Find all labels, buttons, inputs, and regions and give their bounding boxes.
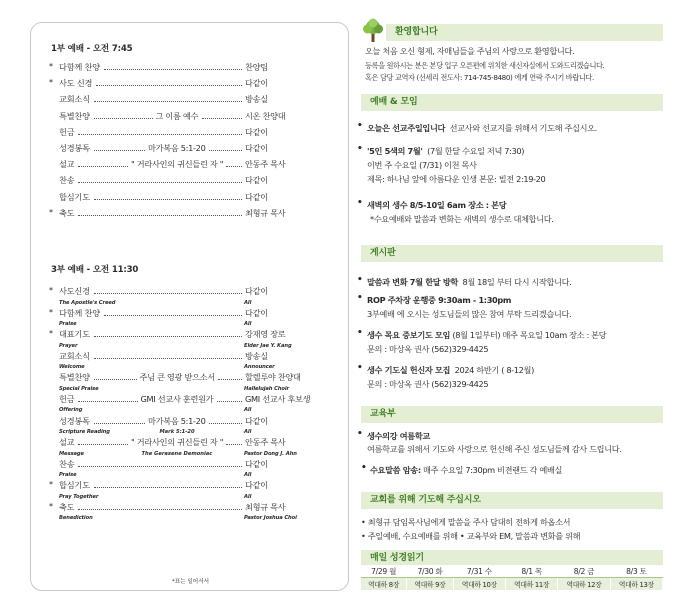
- program-item-name: 성경봉독: [59, 415, 90, 426]
- board-item3: [367, 329, 606, 341]
- program-row: [49, 458, 325, 480]
- program-item-title: " 거라사인의 귀신들린 자 ": [131, 159, 224, 170]
- reading-chapter: 역대하 10장: [453, 578, 505, 591]
- program-item-leader-en: Announcer: [244, 364, 275, 371]
- board-item4: [367, 364, 534, 376]
- leader-dots: [78, 134, 242, 135]
- bullet: •: [357, 328, 363, 338]
- program-item-leader-en: All: [244, 407, 252, 414]
- board-item2-line2: 3부예배 에 오시는 성도님들의 많은 참여 부탁 드리겠습니다.: [367, 309, 572, 319]
- reading-chapter: 역대하 8장: [361, 578, 407, 591]
- standing-mark: *: [49, 207, 53, 217]
- worship-item2-line2: 이번 주 수요일 (7/31) 이천 목사: [367, 160, 477, 170]
- program-item-title: GMI 선교사 훈련원가: [140, 393, 214, 404]
- reading-day: 8/1 목: [506, 565, 558, 578]
- program-item-name: 다함께 찬양: [59, 307, 100, 318]
- leader-dots: [96, 85, 242, 86]
- leader-dots: [78, 466, 242, 467]
- program-item-title: 주님 큰 영광 받으소서: [139, 372, 215, 383]
- leader-dots: [78, 444, 128, 445]
- program-item-name: 헌금: [59, 126, 75, 137]
- reading-day: 8/3 토: [610, 565, 662, 578]
- program-item-title: 그 이름 예수: [155, 110, 199, 121]
- reading-day: 7/30 화: [407, 565, 453, 578]
- standing-mark: *: [49, 329, 53, 339]
- leader-dots: [94, 379, 137, 380]
- board-item4-line2: 문의 : 마상옥 권사 (562)329-4425: [367, 379, 489, 389]
- program-item-leader: 다같이: [245, 175, 268, 186]
- program-item-leader-en: Pastor Dong J. Ahn: [244, 450, 297, 457]
- leader-dots: [94, 118, 153, 119]
- program-row: [49, 110, 325, 126]
- program-item-name-en: The Apostle's Creed: [59, 299, 116, 306]
- leader-dots: [78, 401, 138, 402]
- program-item-name-en: Message: [59, 450, 84, 457]
- program-item-name: 교회소식: [59, 94, 90, 105]
- board-item3-title: 생수 목요 중보기도 모임: [367, 330, 451, 340]
- standing-mark: *: [49, 78, 53, 88]
- reading-day: 8/2 금: [558, 565, 610, 578]
- program-item-leader: 다같이: [245, 78, 268, 89]
- program-item-name: 특별찬양: [59, 372, 90, 383]
- board-item1-title: 말씀과 변화 7월 한달 방학: [367, 277, 458, 287]
- program-item-leader: 다같이: [245, 126, 268, 137]
- program-row: [49, 436, 325, 458]
- program-item-name-en: Special Praise: [59, 385, 99, 392]
- bullet: •: [357, 429, 363, 439]
- leader-dots: [94, 101, 242, 102]
- leader-dots: [209, 423, 242, 424]
- standing-mark: *: [49, 501, 53, 511]
- program-item-name: 사도신경: [59, 286, 90, 296]
- program-item-leader: 할렐루야 찬양대: [245, 372, 301, 383]
- program-item-name: 축도: [59, 501, 75, 512]
- program-row: [49, 142, 325, 158]
- program-row: [49, 77, 325, 93]
- board-item1-text: 8월 18일 부터 다시 시작합니다.: [462, 277, 572, 287]
- program-row: [49, 415, 325, 437]
- program-item-leader: 안동주 목사: [245, 437, 286, 448]
- program-item-leader: 방송실: [245, 350, 268, 361]
- reading-day: 7/29 월: [361, 565, 407, 578]
- program-item-leader-en: All: [244, 472, 252, 479]
- leader-dots: [104, 69, 242, 70]
- worship-item3-title: 새벽의 생수 8/5-10일 6am 장소 : 본당: [367, 200, 507, 210]
- education-item1-title: 생수의강 여름학교: [367, 431, 430, 441]
- leader-dots: [94, 293, 242, 294]
- welcome-header: 환영합니다: [386, 24, 663, 41]
- program-row: [49, 350, 325, 372]
- worship-item3: [367, 199, 506, 211]
- program-item-title: 마가복음 5:1-20: [148, 142, 206, 153]
- program-item-leader-en: Hallelujah Choir: [244, 385, 289, 392]
- leader-dots: [94, 199, 242, 200]
- worship-item1-title: 오늘은 선교주일입니다: [367, 123, 446, 133]
- leader-dots: [209, 150, 242, 151]
- program-item-leader-en: All: [244, 299, 252, 306]
- board-item1: [367, 276, 571, 288]
- education-item2-text: 매주 수요일 7:30pm 비젼랜드 각 예배실: [423, 465, 563, 475]
- program-row: [49, 174, 325, 190]
- program-row: [49, 393, 325, 415]
- program-item-leader: 다같이: [245, 286, 268, 296]
- program-item-name-en: Praise: [59, 472, 77, 479]
- program-row: [49, 158, 325, 174]
- program-item-name: 찬송: [59, 458, 75, 469]
- board-item3-line2: 문의 : 마상옥 권사 (562)329-4425: [367, 344, 489, 354]
- leader-dots: [226, 166, 242, 167]
- program-item-leader: 다같이: [245, 191, 268, 202]
- program-item-leader: 강재영 장로: [245, 329, 286, 340]
- leader-dots: [218, 379, 243, 380]
- reading-day: 7/31 수: [453, 565, 505, 578]
- readings-table: [361, 565, 663, 590]
- program-row: [49, 93, 325, 109]
- bullet: •: [357, 121, 363, 131]
- program-item-name-en: Scripture Reading: [59, 429, 110, 436]
- welcome-line1: 오늘 처음 오신 형제, 자매님들을 주님의 사랑으로 환영합니다.: [365, 46, 575, 56]
- bullet: •: [357, 198, 363, 208]
- program-item-name: 찬송: [59, 175, 75, 186]
- prayer-header: 교회를 위해 기도해 주십시오: [361, 492, 663, 509]
- board-item4-text: 2024 하반기 ( 8-12월): [454, 365, 534, 375]
- board-header: 게시판: [361, 245, 663, 262]
- worship-item1-text: 선교사와 선교지를 위해서 기도해 주십시오.: [449, 123, 597, 133]
- program-item-title-en: Mark 5:1-20: [159, 429, 195, 436]
- program-item-name: 특별찬양: [59, 110, 90, 121]
- program-item-leader: 방송실: [245, 94, 268, 105]
- bullet: •: [357, 293, 363, 303]
- program-row: [49, 207, 325, 223]
- board-item2-title: ROP 주차장 운행중 9:30am - 1:30pm: [367, 295, 512, 305]
- program-item-name: 다함께 찬양: [59, 62, 100, 72]
- welcome-line3: 혹은 담당 교역자 (선세리 전도사: 714-745-8480) 에게 연락 주시기 바랍니다.: [365, 73, 594, 82]
- program-item-leader-en: Pastor Joshua Choi: [244, 515, 297, 522]
- program-item-leader: 시온 찬양대: [245, 110, 286, 121]
- program-item-name: 설교: [59, 159, 75, 170]
- program-item-leader-en: All: [244, 493, 252, 500]
- tree-icon: [361, 18, 385, 44]
- service1-list: [49, 61, 325, 223]
- program-row: [49, 191, 325, 207]
- education-item2: [370, 464, 562, 476]
- program-item-name: 합심기도: [59, 480, 90, 491]
- program-item-name: 합심기도: [59, 191, 90, 202]
- bullet: •: [357, 363, 363, 373]
- program-row: [49, 126, 325, 142]
- worship-item2-line3: 제목: 하나님 앞에 아름다운 인생 본문: 빌전 2:19-20: [367, 174, 546, 184]
- order-of-worship-card: [30, 22, 349, 591]
- leader-dots: [226, 444, 242, 445]
- program-item-leader: GMI 선교사 후보생: [245, 393, 311, 404]
- program-item-leader-en: Elder Jae Y. Kang: [244, 342, 292, 349]
- leader-dots: [94, 336, 242, 337]
- program-item-leader-en: All: [244, 429, 252, 436]
- worship-header: 예배 & 모임: [361, 94, 663, 111]
- leader-dots: [104, 315, 242, 316]
- readings-days-row: [361, 565, 663, 578]
- program-item-name: 성경봉독: [59, 142, 90, 153]
- program-row: [49, 371, 325, 393]
- worship-item3-line2: *수요예배와 말씀과 변화는 새벽의 생수로 대체합니다.: [370, 214, 554, 224]
- program-item-name-en: Praise: [59, 321, 77, 328]
- education-item1-line2: 여름학교를 위해서 기도와 사랑으로 헌신해 주신 성도님들께 감사 드립니다.: [367, 444, 622, 454]
- welcome-line2: 등록을 원하시는 분은 본당 입구 오른편에 위치한 새신자실에서 도와드리겠습니다.: [365, 61, 605, 70]
- footnote: *표는 일어서서: [172, 579, 209, 585]
- program-item-leader: 안동주 목사: [245, 159, 286, 170]
- prayer-line1: • 최형규 담임목사님에게 말씀을 주사 담대히 전하게 하옵소서: [361, 517, 571, 527]
- program-item-title: " 거라사인의 귀신들린 자 ": [131, 437, 224, 448]
- leader-dots: [202, 118, 243, 119]
- worship-item1: [367, 122, 597, 134]
- leader-dots: [94, 358, 242, 359]
- bullet: •: [361, 463, 367, 473]
- standing-mark: *: [49, 307, 53, 317]
- program-item-name: 대표기도: [59, 329, 90, 340]
- education-item2-title: 수요말씀 암송:: [370, 465, 421, 475]
- program-item-title-en: The Gerasene Demoniac: [141, 450, 213, 457]
- standing-mark: *: [49, 286, 53, 295]
- program-item-leader: 최형규 목사: [245, 207, 286, 218]
- standing-mark: *: [49, 480, 53, 490]
- reading-chapter: 역대하 12장: [558, 578, 610, 591]
- leader-dots: [78, 166, 128, 167]
- worship-item2-text: (7월 한달 수요일 저녁 7:30): [427, 146, 525, 156]
- board-item3-text: (8월 1일부터) 매주 목요일 10am 장소 : 본당: [452, 330, 607, 340]
- leader-dots: [78, 509, 242, 510]
- program-item-name-en: Prayer: [59, 342, 78, 349]
- worship-item2: [367, 145, 524, 157]
- program-item-leader: 찬양팀: [245, 62, 268, 72]
- standing-mark: *: [49, 62, 53, 71]
- readings-header: 매일 성경읽기: [361, 550, 663, 567]
- leader-dots: [78, 215, 242, 216]
- worship-item2-title: '5인 5색의 7월': [367, 146, 423, 156]
- program-item-leader-en: All: [244, 321, 252, 328]
- program-item-name: 설교: [59, 437, 75, 448]
- program-item-name-en: Offering: [59, 407, 83, 414]
- bullet: •: [357, 275, 363, 285]
- readings-chapters-row: [361, 578, 663, 591]
- service1-title: 1부 예배 - 오전 7:45: [51, 44, 133, 54]
- reading-chapter: 역대하 9장: [407, 578, 453, 591]
- leader-dots: [217, 401, 243, 402]
- program-item-name-en: Pray Together: [59, 493, 99, 500]
- program-item-leader: 다같이: [245, 415, 268, 426]
- program-item-leader: 다같이: [245, 480, 268, 491]
- education-header: 교육부: [361, 406, 663, 423]
- program-item-leader: 다같이: [245, 307, 268, 318]
- program-item-leader: 다같이: [245, 142, 268, 153]
- program-item-name-en: Welcome: [59, 364, 85, 371]
- program-row: [49, 61, 325, 77]
- program-row: [49, 328, 325, 350]
- board-item2: [367, 294, 511, 306]
- program-item-name: 교회소식: [59, 350, 90, 361]
- program-row: [49, 479, 325, 501]
- leader-dots: [94, 487, 242, 488]
- program-item-name: 헌금: [59, 393, 75, 404]
- leader-dots: [94, 150, 145, 151]
- program-item-leader: 최형규 목사: [245, 501, 286, 512]
- program-item-name: 축도: [59, 207, 75, 218]
- program-row: [49, 285, 325, 307]
- program-row: [49, 501, 325, 523]
- program-row: [49, 307, 325, 329]
- leader-dots: [94, 423, 145, 424]
- program-item-name-en: Benediction: [59, 515, 93, 522]
- service2-title: 3부 예배 - 오전 11:30: [51, 265, 139, 275]
- board-item4-title: 생수 기도실 헌신자 모집: [367, 365, 451, 375]
- prayer-line2: • 주일예배, 수요예배를 위해 • 교육부와 EM, 말씀과 변화를 위해: [361, 531, 581, 541]
- program-item-leader: 다같이: [245, 458, 268, 469]
- reading-chapter: 역대하 11장: [506, 578, 558, 591]
- service2-list: [49, 285, 325, 523]
- leader-dots: [78, 182, 242, 183]
- program-item-name: 사도 신경: [59, 78, 93, 89]
- program-item-title: 마가복음 5:1-20: [148, 415, 206, 426]
- reading-chapter: 역대하 13장: [610, 578, 662, 591]
- education-item1: [367, 430, 430, 442]
- bullet: •: [357, 144, 363, 154]
